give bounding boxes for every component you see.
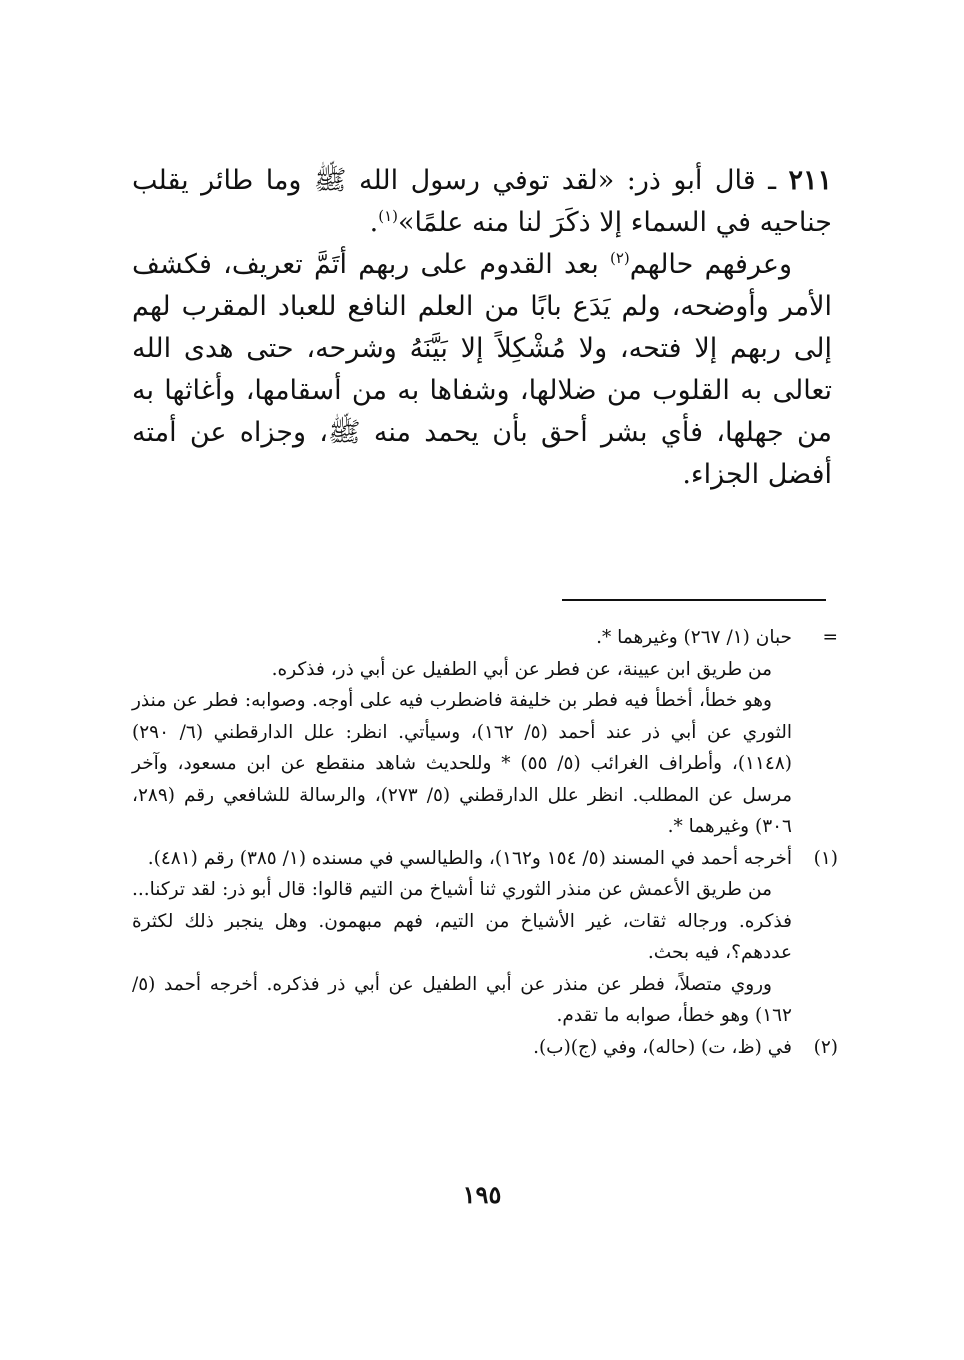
footnote-2-marker: (٢) bbox=[813, 1036, 838, 1058]
footnote-separator bbox=[562, 599, 826, 601]
footnote-continuation bbox=[132, 622, 838, 843]
footnote-1 bbox=[132, 843, 838, 1032]
paragraph-211 bbox=[132, 160, 832, 244]
footnote-line: من طريق ابن عيينة، عن فطر عن أبي الطفيل عن أبي ذر، فذكره. bbox=[271, 658, 772, 680]
paragraph-2-text-a: وعرفهم حالهم bbox=[629, 249, 792, 280]
footnotes bbox=[132, 622, 838, 1063]
footnote-2 bbox=[132, 1032, 838, 1064]
footnote-line: وهو خطأ، أخطأ فيه فطر بن خليفة فاضطرب فيه على أوجه. وصوابه: فطر عن منذر الثوري عن أبي ذر عند أحمد (٥/ ١٦٢)، وسيأتي. انظر: علل الدارقطني (٦/ ٢٩٠) (١١٤٨)، وأطراف الغرائب (٥/ ٥٥) * وللحديث شاهد منقطع عن ابن مسعود، وآخر مرسل عن المطلب. انظر علل الدارقطني (٥/ ٢٧٣)، والرسالة للشافعي رقم (٢٨٩، ٣٠٦) وغيرهما *. bbox=[132, 690, 793, 837]
footnote-ref-2[interactable]: (٢) bbox=[610, 249, 630, 267]
paragraph-2 bbox=[132, 244, 832, 496]
footnote-line: وروي متصلاً، فطر عن منذر عن أبي الطفيل عن أبي ذر فذكره. أخرجه أحمد (٥/ ١٦٢) وهو خطأ، صوابه ما تقدم. bbox=[132, 973, 792, 1026]
footnote-1-marker: (١) bbox=[813, 847, 838, 869]
continuation-marker: = bbox=[822, 627, 838, 648]
paragraph-2-text-b: بعد القدوم على ربهم أتَمَّ تعريف، فكشف الأمر وأوضحه، ولم يَدَع بابًا من العلم النافع للعباد المقرب لهم إلى ربهم إلا فتحه، ولا مُشْكِلاً إلا بَيَّنَهُ وشرحه، حتى هدى الله تعالى به القلوب من ضلالها، وشفاها به من أسقامها، وأغاثها به من جهلها، فأي بشر أحق بأن يحمد منه ﷺ، وجزاه عن أمته أفضل الجزاء. bbox=[132, 249, 832, 490]
footnote-line: أخرجه أحمد في المسند (٥/ ١٥٤ و١٦٢)، والطيالسي في مسنده (١/ ٣٨٥) رقم (٤٨١). bbox=[147, 847, 792, 869]
footnote-ref-1[interactable]: (١) bbox=[378, 207, 399, 225]
footnote-line: حبان (١/ ٢٦٧) وغيرهما *. bbox=[596, 627, 792, 648]
hadith-number: ٢١١ bbox=[788, 165, 832, 196]
footnote-line: في (ظ، ت) (حاله)، وفي (ج)(ب). bbox=[533, 1036, 792, 1058]
paragraph-211-end: . bbox=[369, 207, 379, 238]
paragraph-211-text: ـ قال أبو ذر: «لقد توفي رسول الله ﷺ وما طائر يقلب جناحيه في السماء إلا ذكَرَ لنا منه علمًا» bbox=[132, 165, 832, 238]
footnote-line: من طريق الأعمش عن منذر الثوري ثنا أشياخ من التيم قالوا: قال أبو ذر: لقد تركنا... فذكره. ورجاله ثقات، غير الأشياخ من التيم، فهم مبهمون. وهل ينجبر ذلك لكثرة عددهم؟، فيه بحث. bbox=[132, 879, 792, 963]
page-number: ١٩٥ bbox=[462, 1180, 502, 1209]
main-text bbox=[132, 160, 832, 496]
